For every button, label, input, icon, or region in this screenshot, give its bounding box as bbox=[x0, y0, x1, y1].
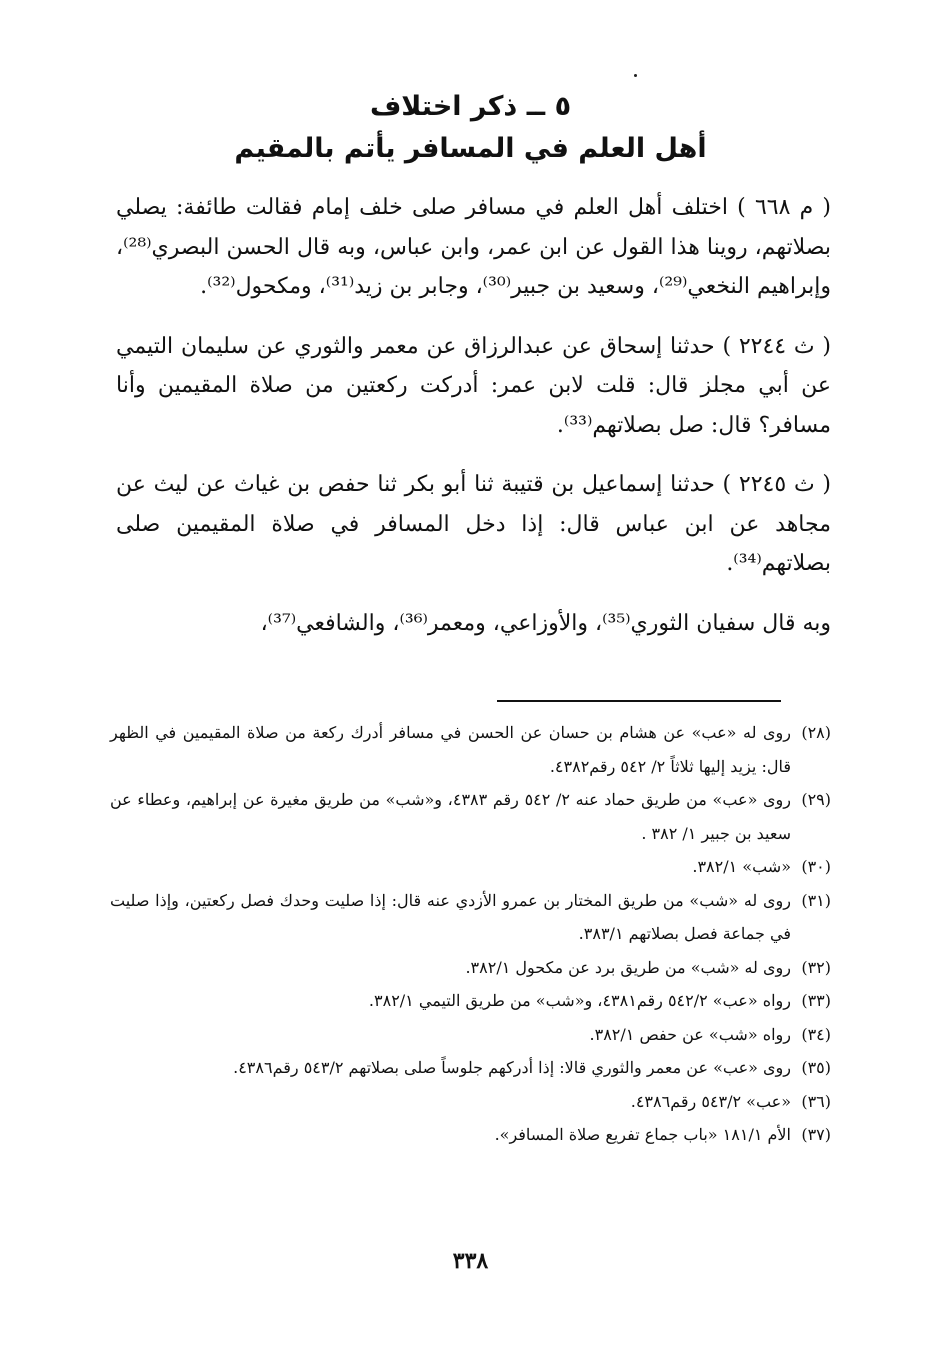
footnote-number: (٣٠) bbox=[801, 857, 831, 876]
footnote-28 bbox=[110, 716, 831, 783]
footnote-text: رواه «عب» ٥٤٢/٢ رقم٤٣٨١، و«شب» من طريق التيمي ٣٨٢/١. bbox=[368, 991, 791, 1010]
footnote-text: «عب» ٥٤٣/٢ رقم٤٣٨٦. bbox=[630, 1091, 791, 1111]
footnote-text: روى له «عب» عن هشام بن حسان عن الحسن في مسافر أدرك ركعة من صلاة المقيمين في الظهر قال: يزيد إليها ثلاثاً ٢/ ٥٤٢ رقم٤٣٨٢. bbox=[110, 723, 791, 776]
body-text bbox=[116, 188, 831, 643]
footnote-text: روى «عب» من طريق حماد عنه ٢/ ٥٤٢ رقم ٤٣٨٣، و«شب» من طريق مغيرة عن إبراهيم، وعطاء عن سعيد بن جبير ١/ ٣٨٢ . bbox=[110, 790, 792, 843]
footnote-number: (٣٢) bbox=[801, 957, 831, 977]
footnote-33 bbox=[110, 984, 831, 1018]
footnote-number: (٣٦) bbox=[801, 1091, 831, 1111]
footnote-text: «شب» ٣٨٢/١. bbox=[692, 857, 791, 876]
footnote-number: (٣٣) bbox=[801, 991, 831, 1010]
footnote-36 bbox=[110, 1085, 831, 1119]
footnote-37 bbox=[110, 1118, 831, 1152]
footnote-text: رواه «شب» عن حفص ٣٨٢/١. bbox=[589, 1024, 791, 1044]
footnote-separator bbox=[497, 700, 781, 702]
paragraph-continuation: وبه قال سفيان الثوري⁽³⁵⁾، والأوزاعي، ومعمر⁽³⁶⁾، والشافعي⁽³⁷⁾، bbox=[260, 610, 831, 636]
footnote-30 bbox=[110, 850, 831, 884]
heading-line-1: ٥ ــ ذكر اختلاف bbox=[369, 91, 572, 122]
footnote-number: (٣٤) bbox=[801, 1024, 831, 1044]
footnote-35 bbox=[110, 1051, 831, 1085]
footnote-34 bbox=[110, 1018, 831, 1052]
footnote-text: الأم ١٨١/١ «باب جماع تفريع صلاة المسافر». bbox=[494, 1125, 791, 1144]
footnotes bbox=[110, 716, 831, 1152]
footnote-29 bbox=[110, 783, 831, 850]
heading-line-2: أهل العلم في المسافر يأتم بالمقيم bbox=[234, 133, 707, 164]
footnote-32 bbox=[110, 951, 831, 985]
stray-dot-mark bbox=[634, 74, 637, 77]
footnote-number: (٢٩) bbox=[801, 790, 831, 809]
footnote-number: (٣١) bbox=[801, 890, 831, 910]
footnote-31 bbox=[110, 884, 831, 951]
footnote-number: (٣٧) bbox=[801, 1125, 831, 1144]
paragraph-th2244: ( ث ٢٢٤٤ ) حدثنا إسحاق عن عبدالرزاق عن معمر والثوري عن سليمان التيمي عن أبي مجلز قال: قلت لابن عمر: أدركت ركعتين من صلاة المقيمين وأنا مسافر؟ قال: صل بصلاتهم⁽³³⁾. bbox=[116, 333, 832, 438]
paragraph-th2245: ( ث ٢٢٤٥ ) حدثنا إسماعيل بن قتيبة ثنا أبو بكر ثنا حفص بن غياث عن ليث عن مجاهد عن ابن عباس قال: إذا دخل المسافر في صلاة المقيمين صلى بصلاتهم⁽³⁴⁾. bbox=[116, 472, 832, 576]
footnote-number: (٣٥) bbox=[801, 1058, 831, 1077]
page-number: ٣٣٨ bbox=[452, 1248, 489, 1274]
paragraph-m668: ( م ٦٦٨ ) اختلف أهل العلم في مسافر صلى خلف إمام فقالت طائفة: يصلي بصلاتهم، روينا هذا القول عن ابن عمر، وابن عباس، وبه قال الحسن البصري⁽²⁸⁾، وإبراهيم النخعي⁽²⁹⁾، وسعيد بن جبير⁽³⁰⁾، وجابر بن زيد⁽³¹⁾، ومكحول⁽³²⁾. bbox=[116, 195, 831, 299]
section-heading bbox=[120, 86, 821, 170]
footnote-text: روى له «شب» من طريق المختار بن عمرو الأزدي عنه قال: إذا صليت وحدك فصل ركعتين، وإذا صليت في جماعة فصل بصلاتهم ٣٨٣/١. bbox=[110, 890, 791, 943]
footnote-text: روى «عب» عن معمر والثوري قالا: إذا أدركهم جلوساً صلى بصلاتهم ٥٤٣/٢ رقم٤٣٨٦. bbox=[233, 1058, 791, 1077]
footnote-text: روى له «شب» من طريق برد عن مكحول ٣٨٢/١. bbox=[465, 957, 791, 977]
footnote-number: (٢٨) bbox=[801, 723, 831, 742]
